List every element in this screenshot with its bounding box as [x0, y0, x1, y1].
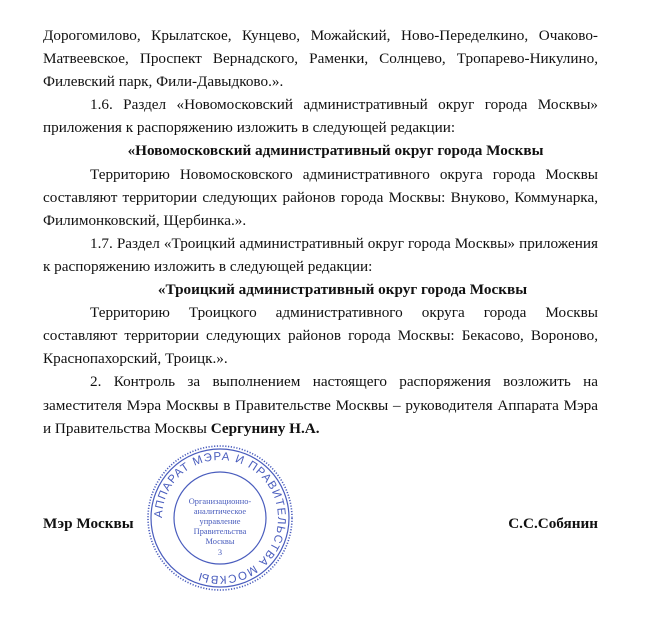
paragraph-novomoskovsky-body: Территорию Новомосковского административного округа города Москвы составляют территории следующих районов города Москвы: Внуково, Коммунарка, Филимонковский, Щербинка.». [43, 165, 598, 229]
stamp-line-4: Правительства [193, 527, 247, 536]
paragraph-2-name: Сергунину Н.А. [210, 419, 320, 437]
stamp-line-5: Москвы [205, 537, 235, 546]
signature-row [43, 512, 598, 536]
stamp-line-2: аналитическое [193, 507, 247, 516]
paragraph-1-7: 1.7. Раздел «Троицкий административный округ города Москвы» приложения к распоряжению изложить в следующей редакции: [43, 234, 598, 275]
paragraph-troitsky-body: Территорию Троицкого административного округа города Москвы составляют территории следующих районов города Москвы: Бекасово, Вороново, Краснопахорский, Троицк.». [43, 304, 598, 368]
official-stamp [145, 443, 295, 593]
stamp-line-3: управление [199, 517, 241, 526]
signature-name: С.С.Собянин [508, 515, 598, 532]
stamp-line-1: Организационно- [188, 497, 252, 506]
paragraph-2-text: 2. Контроль за выполнением настоящего распоряжения возложить на заместителя Мэра Москвы в Правительстве Москвы – руководителя Аппарата Мэра и Правительства Москвы [43, 373, 598, 437]
document-body [43, 24, 598, 440]
stamp-number: 3 [217, 548, 223, 557]
paragraph-2 [43, 370, 598, 439]
heading-novomoskovsky: «Новомосковский административный округ города Москвы [127, 142, 544, 160]
continuation-paragraph: Дорогомилово, Крылатское, Кунцево, Можайский, Ново-Переделкино, Очаково-Матвеевское, Проспект Вернадского, Раменки, Солнцево, Тропарево-Никулино, Филевский парк, Фили-Давыдково.». [43, 27, 598, 91]
paragraph-1-6: 1.6. Раздел «Новомосковский административный округ города Москвы» приложения к распоряжению изложить в следующей редакции: [43, 96, 598, 137]
signature-title: Мэр Москвы [43, 515, 134, 532]
stamp-ring-text: АППАРАТ МЭРА И ПРАВИТЕЛЬСТВА МОСКВЫ [152, 450, 288, 586]
heading-troitsky: «Троицкий административный округ города Москвы [157, 281, 528, 299]
